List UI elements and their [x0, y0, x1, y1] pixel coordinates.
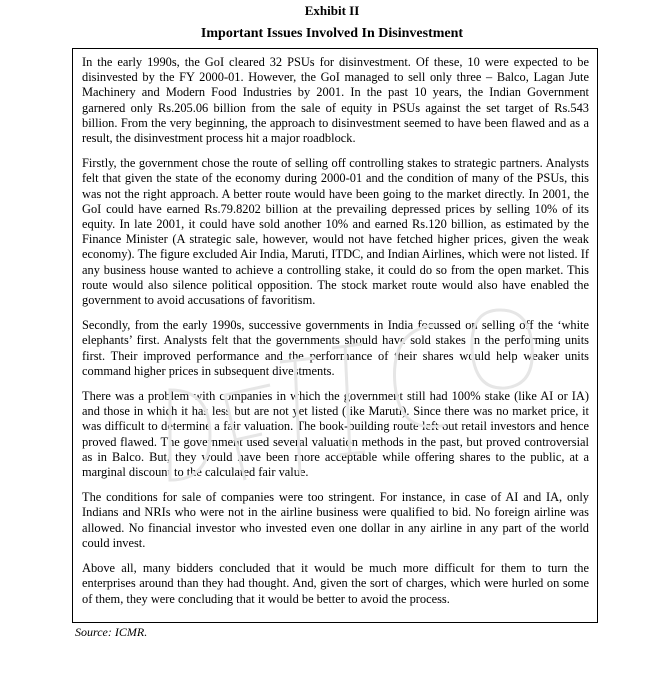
paragraph-4: There was a problem with companies in which the government still had 100% stake (like AI or IA) and those in which it has less but are not yet listed (like Maruti). Since there was no market price, it was difficult to determine a fair valuation. The book-building route left out retail investors and hence proved flawed. The government used several valuation methods in the past, but proved controversial as in Balco. But, they would have been more acceptable while offering shares to the public, at a marginal discount to the calculated fair value. [82, 389, 589, 480]
exhibit-title: Important Issues Involved In Disinvestment [200, 26, 464, 41]
text-box [72, 48, 598, 623]
exhibit-label: Exhibit II [304, 3, 360, 18]
paragraph-2: Firstly, the government chose the route of selling off controlling stakes to strategic partners. Analysts felt that given the state of the economy during 2000-01 and the condition of many of the PSUs, this was not the right approach. A better route would have been going to the market directly. In 2001, the GoI could have earned Rs.79.8202 billion at the prevailing depressed prices by selling 10% of its equity. In late 2001, it could have sold another 10% and earned Rs.120 billion, as estimated by the Finance Minister (A strategic sale, however, would not have fetched higher prices, given the weak economy). The figure excluded Air India, Maruti, ITDC, and Indian Airlines, which were not listed. If any business house wanted to achieve a controlling stake, it could do so from the open market. This route would also silence political opposition. The stock market route would also have enabled the government to avoid accusations of favoritism. [82, 156, 589, 308]
paragraph-3: Secondly, from the early 1990s, successive governments in India focussed on selling off the ‘white elephants’ first. Analysts felt that the governments should have sold stakes in the performing units first. Their improved performance and the performance of their shares would help weaker units command higher prices in subsequent divestments. [82, 318, 589, 378]
source-note: Source: ICMR. [75, 625, 148, 639]
paragraph-5: The conditions for sale of companies were too stringent. For instance, in case of AI and IA, only Indians and NRIs who were not in the airline business were qualified to bid. No foreign airline was allowed. No financial investor who invested even one dollar in any airline in any part of the world could invest. [82, 490, 589, 550]
paragraph-1: In the early 1990s, the GoI cleared 32 PSUs for disinvestment. Of these, 10 were expected to be disinvested by the FY 2000-01. However, the GoI managed to sell only three – Balco, Lagan Jute Machinery and Modern Food Industries by 2001. In the past 10 years, the Indian Government garnered only Rs.205.06 billion from the sale of equity in PSUs against the set target of Rs.543 billion. From the very beginning, the approach to disinvestment seemed to have been flawed and as a result, the disinvestment process hit a major roadblock. [82, 55, 589, 146]
paragraph-6: Above all, many bidders concluded that it would be much more difficult for them to turn the enterprises around than they had thought. And, given the sort of charges, which were hurled on some of them, they were concluding that it would be better to avoid the process. [82, 561, 589, 606]
